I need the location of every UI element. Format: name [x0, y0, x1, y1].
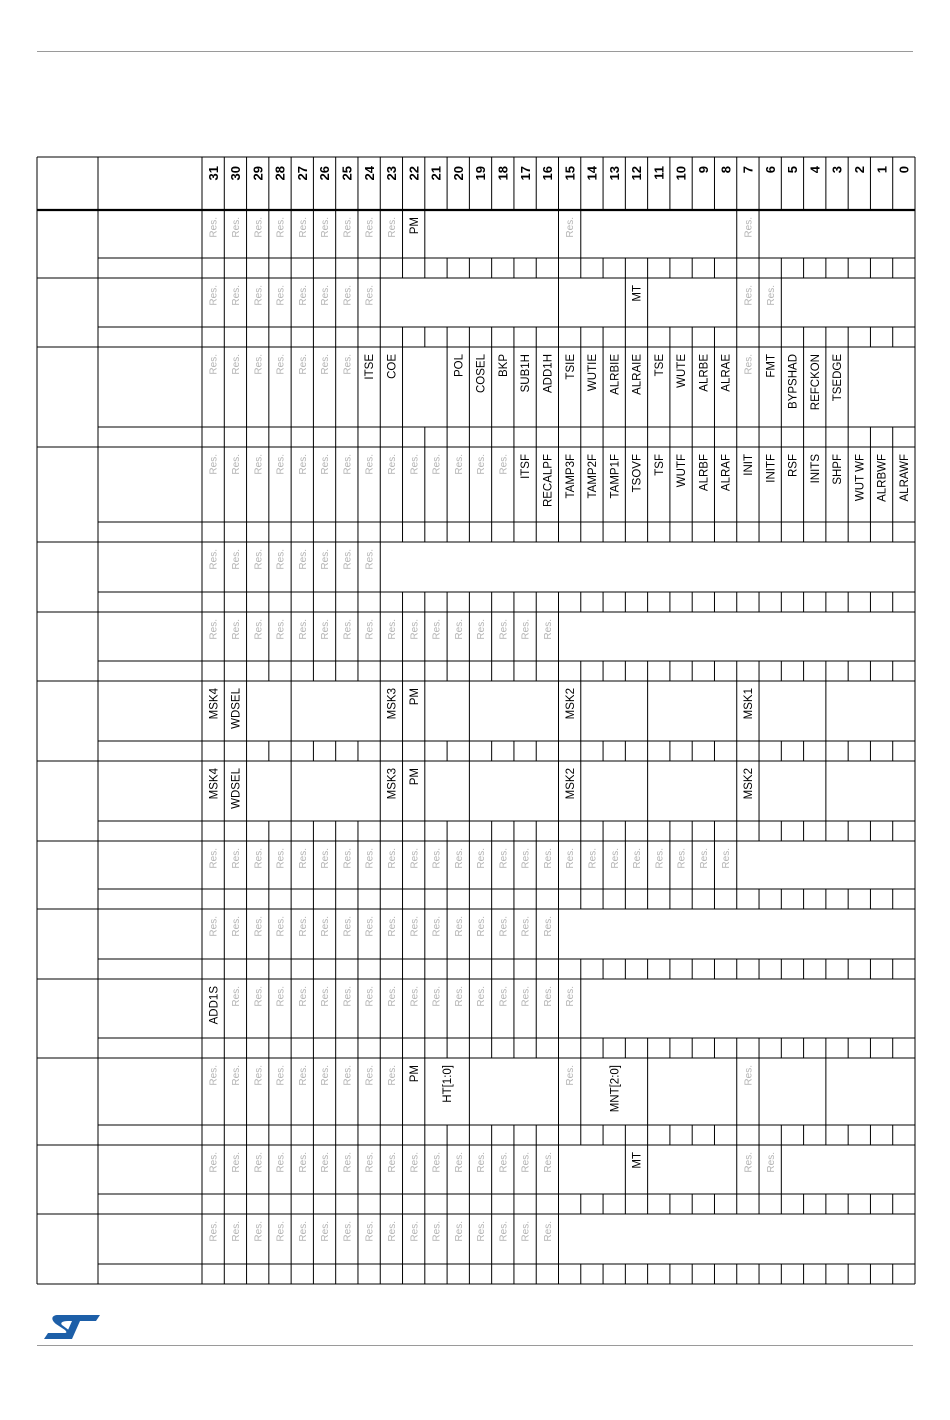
bit-number-header: 24	[361, 166, 377, 181]
bit-number-header: 21	[428, 166, 444, 181]
reserved-bit-field: Res.	[453, 1221, 465, 1242]
bit-field-name: WDSEL	[230, 768, 243, 809]
bit-field-name: ALRAWF	[898, 454, 911, 502]
reserved-bit-field: Res.	[320, 285, 332, 306]
reserved-bit-field: Res.	[520, 619, 532, 640]
reserved-bit-field: Res.	[253, 549, 265, 570]
reserved-bit-field: Res.	[542, 986, 554, 1007]
reserved-bit-field: Res.	[275, 1152, 287, 1173]
reserved-bit-field: Res.	[386, 619, 398, 640]
reserved-bit-field: Res.	[364, 1065, 376, 1086]
bit-number-header: 14	[584, 166, 600, 181]
reserved-bit-field: Res.	[565, 986, 577, 1007]
reserved-bit-field: Res.	[320, 1221, 332, 1242]
bit-number-header: 3	[829, 166, 845, 174]
reserved-bit-field: Res.	[364, 619, 376, 640]
reserved-bit-field: Res.	[342, 354, 354, 375]
bit-field-name: MT	[631, 285, 644, 302]
bit-field-name: INIT	[743, 454, 756, 476]
reserved-bit-field: Res.	[476, 848, 488, 869]
reserved-bit-field: Res.	[231, 217, 243, 238]
reserved-bit-field: Res.	[364, 1152, 376, 1173]
reserved-bit-field: Res.	[297, 848, 309, 869]
reserved-bit-field: Res.	[364, 285, 376, 306]
reserved-bit-field: Res.	[231, 619, 243, 640]
reserved-bit-field: Res.	[297, 217, 309, 238]
reserved-bit-field: Res.	[364, 217, 376, 238]
reserved-bit-field: Res.	[542, 1152, 554, 1173]
reserved-bit-field: Res.	[297, 1221, 309, 1242]
reserved-bit-field: Res.	[231, 354, 243, 375]
bit-number-header: 22	[406, 166, 422, 181]
reserved-bit-field: Res.	[476, 454, 488, 475]
bit-field-name: MT	[631, 1152, 644, 1169]
reserved-bit-field: Res.	[275, 454, 287, 475]
bit-field-name: INITF	[765, 454, 778, 483]
reserved-bit-field: Res.	[275, 285, 287, 306]
bit-field-name: MSK4	[208, 768, 221, 800]
reserved-bit-field: Res.	[253, 619, 265, 640]
bit-number-header: 18	[495, 166, 511, 181]
bit-number-header: 26	[317, 166, 333, 181]
bit-number-header: 12	[629, 166, 645, 181]
reserved-bit-field: Res.	[297, 285, 309, 306]
bit-field-name: MNT[2:0]	[609, 1065, 622, 1113]
reserved-bit-field: Res.	[565, 217, 577, 238]
bit-field-name: ADD1S	[208, 986, 221, 1025]
bit-field-name: ALRBWF	[876, 454, 889, 502]
bit-field-name: MSK2	[564, 688, 577, 720]
reserved-bit-field: Res.	[632, 848, 644, 869]
reserved-bit-field: Res.	[208, 848, 220, 869]
reserved-bit-field: Res.	[453, 1152, 465, 1173]
reserved-bit-field: Res.	[609, 848, 621, 869]
reserved-bit-field: Res.	[364, 916, 376, 937]
reserved-bit-field: Res.	[275, 217, 287, 238]
reserved-bit-field: Res.	[208, 1152, 220, 1173]
reserved-bit-field: Res.	[409, 986, 421, 1007]
bit-field-name: POL	[453, 354, 466, 378]
reserved-bit-field: Res.	[698, 848, 710, 869]
reserved-bit-field: Res.	[253, 986, 265, 1007]
bit-field-name: HT[1:0]	[442, 1065, 455, 1103]
reserved-bit-field: Res.	[342, 1152, 354, 1173]
bit-number-header: 25	[339, 166, 355, 181]
reserved-bit-field: Res.	[386, 916, 398, 937]
reserved-bit-field: Res.	[520, 1152, 532, 1173]
reserved-bit-field: Res.	[498, 916, 510, 937]
reserved-bit-field: Res.	[721, 848, 733, 869]
bit-number-header: 5	[785, 166, 801, 174]
reserved-bit-field: Res.	[431, 454, 443, 475]
reserved-bit-field: Res.	[231, 549, 243, 570]
reserved-bit-field: Res.	[476, 1221, 488, 1242]
reserved-bit-field: Res.	[565, 848, 577, 869]
reserved-bit-field: Res.	[743, 285, 755, 306]
bit-field-name: BKP	[497, 354, 510, 378]
bit-field-name: PM	[408, 688, 421, 706]
reserved-bit-field: Res.	[275, 1065, 287, 1086]
bit-number-header: 31	[205, 166, 221, 181]
reserved-bit-field: Res.	[386, 1152, 398, 1173]
bit-field-name: MSK3	[386, 768, 399, 800]
bit-number-header: 16	[540, 166, 556, 181]
bit-number-header: 23	[384, 166, 400, 181]
bit-number-header: 4	[807, 166, 823, 174]
bit-field-name: MSK1	[743, 688, 756, 720]
reserved-bit-field: Res.	[275, 848, 287, 869]
reserved-bit-field: Res.	[520, 1221, 532, 1242]
reserved-bit-field: Res.	[320, 549, 332, 570]
bit-number-header: 9	[696, 166, 712, 174]
bit-field-name: RSF	[787, 454, 800, 477]
reserved-bit-field: Res.	[520, 986, 532, 1007]
reserved-bit-field: Res.	[320, 848, 332, 869]
reserved-bit-field: Res.	[476, 916, 488, 937]
bit-number-header: 11	[651, 166, 667, 180]
bit-number-header: 10	[673, 166, 689, 181]
bit-number-header: 17	[517, 166, 533, 181]
reserved-bit-field: Res.	[542, 619, 554, 640]
reserved-bit-field: Res.	[409, 1221, 421, 1242]
bit-field-name: TAMP3F	[564, 454, 577, 499]
reserved-bit-field: Res.	[476, 619, 488, 640]
reserved-bit-field: Res.	[431, 619, 443, 640]
reserved-bit-field: Res.	[231, 986, 243, 1007]
bit-field-name: ALRAF	[720, 454, 733, 492]
reserved-bit-field: Res.	[320, 1065, 332, 1086]
bit-field-name: TSE	[653, 354, 666, 377]
bit-field-name: MSK2	[743, 768, 756, 800]
reserved-bit-field: Res.	[320, 1152, 332, 1173]
reserved-bit-field: Res.	[542, 848, 554, 869]
reserved-bit-field: Res.	[409, 1152, 421, 1173]
bit-field-name: TAMP2F	[587, 454, 600, 499]
bit-field-name: WUTF	[676, 454, 689, 488]
reserved-bit-field: Res.	[498, 454, 510, 475]
bit-field-name: PM	[408, 1065, 421, 1083]
reserved-bit-field: Res.	[676, 848, 688, 869]
reserved-bit-field: Res.	[409, 848, 421, 869]
reserved-bit-field: Res.	[654, 848, 666, 869]
reserved-bit-field: Res.	[253, 217, 265, 238]
bit-field-name: MSK3	[386, 688, 399, 720]
bit-field-name: REFCKON	[809, 354, 822, 411]
reserved-bit-field: Res.	[498, 848, 510, 869]
reserved-bit-field: Res.	[386, 1065, 398, 1086]
bit-number-header: 8	[718, 166, 734, 174]
reserved-bit-field: Res.	[364, 549, 376, 570]
bit-field-name: WUT WF	[854, 454, 867, 502]
reserved-bit-field: Res.	[498, 986, 510, 1007]
reserved-bit-field: Res.	[342, 1065, 354, 1086]
bit-number-header: 6	[762, 166, 778, 174]
bit-number-header: 2	[851, 166, 867, 174]
reserved-bit-field: Res.	[431, 986, 443, 1007]
reserved-bit-field: Res.	[297, 454, 309, 475]
bit-field-name: WUTE	[676, 354, 689, 388]
bit-number-header: 20	[450, 166, 466, 181]
reserved-bit-field: Res.	[386, 986, 398, 1007]
reserved-bit-field: Res.	[364, 848, 376, 869]
reserved-bit-field: Res.	[208, 1065, 220, 1086]
bit-field-name: TSEDGE	[832, 354, 845, 402]
reserved-bit-field: Res.	[320, 354, 332, 375]
reserved-bit-field: Res.	[342, 986, 354, 1007]
reserved-bit-field: Res.	[320, 986, 332, 1007]
bit-number-header: 29	[250, 166, 266, 181]
reserved-bit-field: Res.	[386, 848, 398, 869]
reserved-bit-field: Res.	[765, 285, 777, 306]
reserved-bit-field: Res.	[231, 916, 243, 937]
bit-field-name: INITS	[809, 454, 822, 484]
reserved-bit-field: Res.	[253, 285, 265, 306]
reserved-bit-field: Res.	[231, 1152, 243, 1173]
bit-field-name: PM	[408, 217, 421, 235]
reserved-bit-field: Res.	[342, 619, 354, 640]
reserved-bit-field: Res.	[342, 848, 354, 869]
reserved-bit-field: Res.	[208, 916, 220, 937]
reserved-bit-field: Res.	[275, 354, 287, 375]
bit-number-header: 28	[272, 166, 288, 181]
reserved-bit-field: Res.	[208, 354, 220, 375]
reserved-bit-field: Res.	[342, 217, 354, 238]
bit-field-name: ITSE	[364, 354, 377, 380]
reserved-bit-field: Res.	[342, 454, 354, 475]
reserved-bit-field: Res.	[364, 986, 376, 1007]
reserved-bit-field: Res.	[386, 1221, 398, 1242]
footer-rule	[37, 1345, 913, 1346]
reserved-bit-field: Res.	[342, 916, 354, 937]
bit-field-name: RECALPF	[542, 454, 555, 508]
reserved-bit-field: Res.	[253, 916, 265, 937]
reserved-bit-field: Res.	[253, 848, 265, 869]
reserved-bit-field: Res.	[253, 354, 265, 375]
bit-field-name: WUTIE	[587, 354, 600, 392]
reserved-bit-field: Res.	[320, 454, 332, 475]
reserved-bit-field: Res.	[297, 1152, 309, 1173]
reserved-bit-field: Res.	[743, 354, 755, 375]
reserved-bit-field: Res.	[297, 1065, 309, 1086]
bit-field-name: TAMP1F	[609, 454, 622, 499]
reserved-bit-field: Res.	[253, 1221, 265, 1242]
bit-field-name: ALRAIE	[631, 354, 644, 395]
reserved-bit-field: Res.	[542, 1221, 554, 1242]
reserved-bit-field: Res.	[431, 1152, 443, 1173]
bit-field-name: TSF	[653, 454, 666, 476]
reserved-bit-field: Res.	[275, 619, 287, 640]
reserved-bit-field: Res.	[297, 986, 309, 1007]
reserved-bit-field: Res.	[275, 986, 287, 1007]
bit-field-name: SUB1H	[520, 354, 533, 393]
bit-number-header: 1	[874, 166, 890, 174]
bit-number-header: 30	[228, 166, 244, 181]
reserved-bit-field: Res.	[297, 916, 309, 937]
reserved-bit-field: Res.	[498, 619, 510, 640]
bit-field-name: TSOVF	[631, 454, 644, 493]
reserved-bit-field: Res.	[743, 1152, 755, 1173]
reserved-bit-field: Res.	[342, 1221, 354, 1242]
bit-field-name: MSK2	[564, 768, 577, 800]
reserved-bit-field: Res.	[386, 217, 398, 238]
reserved-bit-field: Res.	[453, 619, 465, 640]
reserved-bit-field: Res.	[476, 986, 488, 1007]
bit-field-name: ALRAE	[720, 354, 733, 392]
reserved-bit-field: Res.	[320, 217, 332, 238]
reserved-bit-field: Res.	[297, 354, 309, 375]
reserved-bit-field: Res.	[743, 217, 755, 238]
bit-number-header: 15	[562, 166, 578, 181]
reserved-bit-field: Res.	[364, 454, 376, 475]
bit-field-name: TSIE	[564, 354, 577, 380]
reserved-bit-field: Res.	[409, 916, 421, 937]
reserved-bit-field: Res.	[208, 217, 220, 238]
reserved-bit-field: Res.	[409, 619, 421, 640]
reserved-bit-field: Res.	[342, 285, 354, 306]
reserved-bit-field: Res.	[208, 1221, 220, 1242]
reserved-bit-field: Res.	[453, 848, 465, 869]
reserved-bit-field: Res.	[342, 549, 354, 570]
bit-field-name: BYPSHAD	[787, 354, 800, 409]
bit-field-name: WDSEL	[230, 688, 243, 729]
reserved-bit-field: Res.	[453, 916, 465, 937]
reserved-bit-field: Res.	[275, 1221, 287, 1242]
st-logo-icon	[42, 1311, 104, 1341]
bit-field-name: COSEL	[475, 354, 488, 393]
bit-field-name: FMT	[765, 354, 778, 378]
reserved-bit-field: Res.	[431, 848, 443, 869]
reserved-bit-field: Res.	[208, 285, 220, 306]
reserved-bit-field: Res.	[320, 619, 332, 640]
reserved-bit-field: Res.	[520, 916, 532, 937]
bit-number-header: 7	[740, 166, 756, 174]
reserved-bit-field: Res.	[275, 549, 287, 570]
bit-field-name: MSK4	[208, 688, 221, 720]
bit-field-name: PM	[408, 768, 421, 786]
reserved-bit-field: Res.	[431, 1221, 443, 1242]
reserved-bit-field: Res.	[498, 1152, 510, 1173]
bit-number-header: 13	[606, 166, 622, 181]
reserved-bit-field: Res.	[587, 848, 599, 869]
reserved-bit-field: Res.	[231, 848, 243, 869]
reserved-bit-field: Res.	[453, 454, 465, 475]
bit-field-name: ALRBIE	[609, 354, 622, 395]
reserved-bit-field: Res.	[253, 1152, 265, 1173]
reserved-bit-field: Res.	[231, 1221, 243, 1242]
reserved-bit-field: Res.	[297, 619, 309, 640]
reserved-bit-field: Res.	[476, 1152, 488, 1173]
reserved-bit-field: Res.	[498, 1221, 510, 1242]
reserved-bit-field: Res.	[565, 1065, 577, 1086]
bit-field-name: ALRBE	[698, 354, 711, 392]
reserved-bit-field: Res.	[231, 285, 243, 306]
bit-field-name: ALRBF	[698, 454, 711, 492]
reserved-bit-field: Res.	[208, 454, 220, 475]
reserved-bit-field: Res.	[297, 549, 309, 570]
reserved-bit-field: Res.	[386, 454, 398, 475]
reserved-bit-field: Res.	[231, 1065, 243, 1086]
reserved-bit-field: Res.	[231, 454, 243, 475]
reserved-bit-field: Res.	[520, 848, 532, 869]
reserved-bit-field: Res.	[208, 619, 220, 640]
reserved-bit-field: Res.	[320, 916, 332, 937]
reserved-bit-field: Res.	[409, 454, 421, 475]
reserved-bit-field: Res.	[253, 1065, 265, 1086]
bit-field-name: ADD1H	[542, 354, 555, 393]
reserved-bit-field: Res.	[208, 549, 220, 570]
reserved-bit-field: Res.	[364, 1221, 376, 1242]
bit-number-header: 0	[896, 166, 912, 174]
bit-field-name: COE	[386, 354, 399, 379]
reserved-bit-field: Res.	[275, 916, 287, 937]
bit-field-name: SHPF	[832, 454, 845, 485]
reserved-bit-field: Res.	[743, 1065, 755, 1086]
reserved-bit-field: Res.	[542, 916, 554, 937]
bit-field-name: ITSF	[520, 454, 533, 479]
bit-number-header: 19	[473, 166, 489, 181]
bit-number-header: 27	[294, 166, 310, 181]
reserved-bit-field: Res.	[453, 986, 465, 1007]
reserved-bit-field: Res.	[253, 454, 265, 475]
reserved-bit-field: Res.	[765, 1152, 777, 1173]
reserved-bit-field: Res.	[431, 916, 443, 937]
